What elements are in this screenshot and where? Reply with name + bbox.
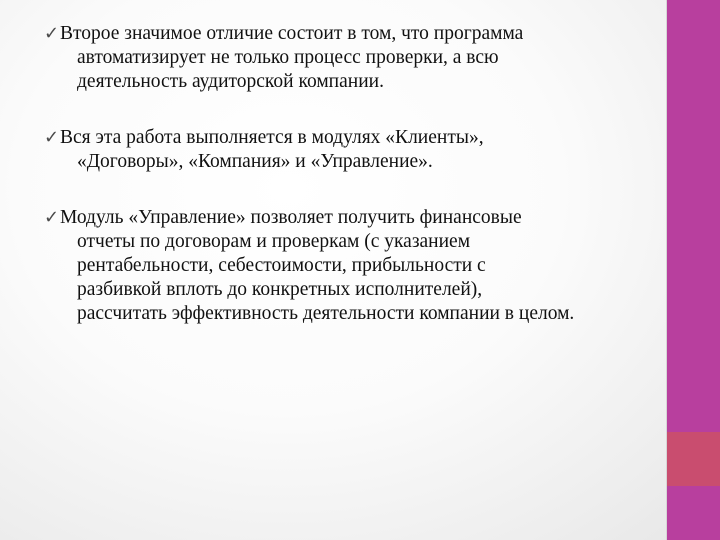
checkmark-icon: ✓ (44, 23, 60, 44)
text-line: деятельность аудиторской компании. (77, 71, 384, 92)
bullet-item (44, 206, 644, 326)
text-line: рентабельности, себестоимости, прибыльности с (77, 255, 486, 276)
text-line: Второе значимое отличие состоит в том, что программа (60, 23, 524, 44)
slide-content (44, 22, 644, 358)
bullet-text (60, 206, 574, 326)
text-line: «Договоры», «Компания» и «Управление». (77, 151, 433, 172)
bullet-item (44, 22, 644, 94)
text-line: автоматизирует не только процесс проверки, а всю (77, 47, 499, 68)
bullet-text (60, 126, 484, 174)
text-line: Модуль «Управление» позволяет получить финансовые (60, 207, 522, 228)
checkmark-icon: ✓ (44, 207, 60, 228)
bullet-text (60, 22, 523, 94)
sidebar-accent-block (667, 432, 720, 486)
text-line: Вся эта работа выполняется в модулях «Клиенты», (60, 127, 484, 148)
text-line: разбивкой вплоть до конкретных исполнителей), (77, 279, 483, 300)
text-line: рассчитать эффективность деятельности компании в целом. (77, 303, 575, 324)
checkmark-icon: ✓ (44, 127, 60, 148)
bullet-item (44, 126, 644, 174)
text-line: отчеты по договорам и проверкам (с указанием (77, 231, 471, 252)
